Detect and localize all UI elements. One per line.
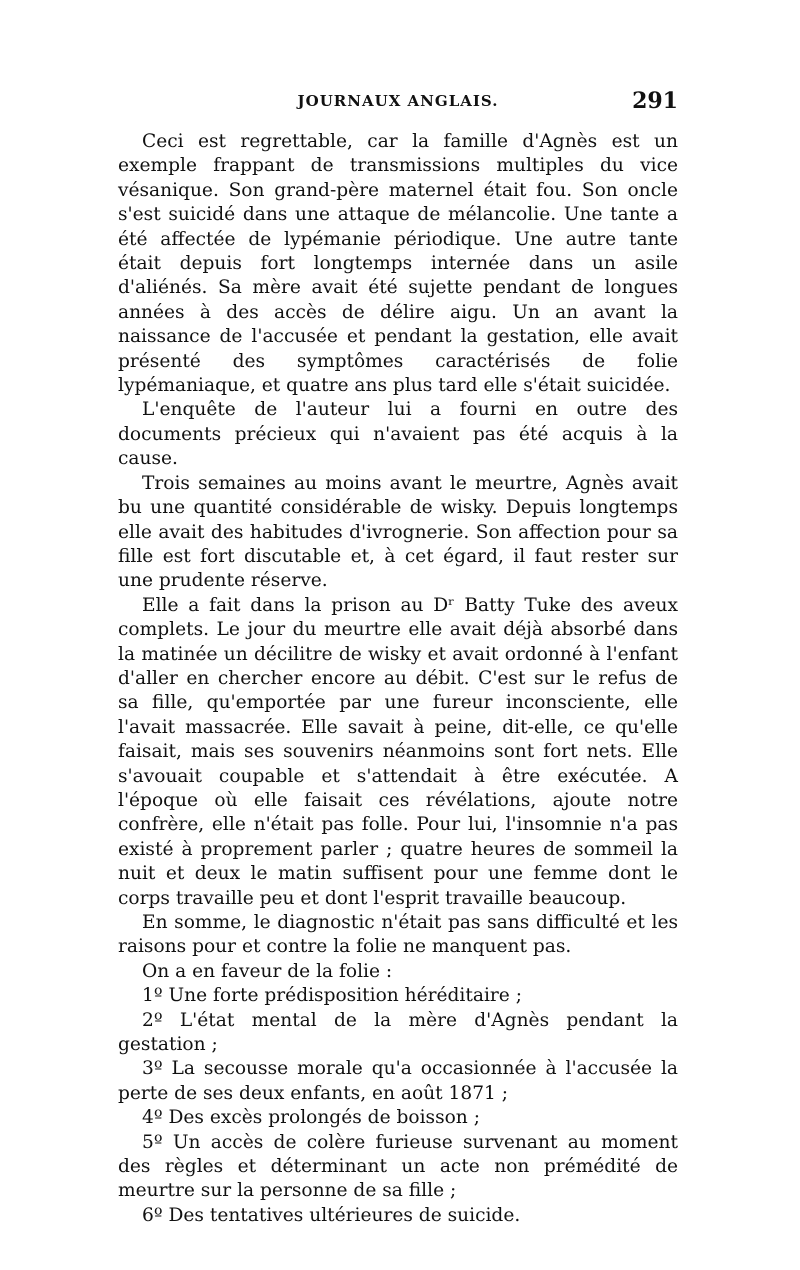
paragraph: On a en faveur de la folie : bbox=[142, 960, 393, 982]
list-item: 2º L'état mental de la mère d'Agnès pendant la gestation ; bbox=[118, 1009, 678, 1056]
body-text bbox=[118, 130, 678, 1228]
list-item: 5º Un accès de colère furieuse survenant au moment des règles et déterminant un acte non prémédité de meurtre sur la personne de sa fille ; bbox=[118, 1131, 678, 1202]
book-page bbox=[118, 88, 678, 1226]
running-title: JOURNAUX ANGLAIS. bbox=[297, 92, 499, 110]
running-head bbox=[118, 88, 678, 122]
list-item: 1º Une forte prédisposition héréditaire ; bbox=[142, 985, 522, 1007]
paragraph: Elle a fait dans la prison au Dʳ Batty Tuke des aveux complets. Le jour du meurtre elle avait déjà absorbé dans la matinée un décilitre de wisky et avait ordonné à l'enfant d'aller en chercher encore au débit. C'est sur le refus de sa fille, qu'emportée par une fureur inconsciente, elle l'avait massacrée. Elle savait à peine, dit-elle, ce qu'elle faisait, mais ses souvenirs néanmoins sont fort nets. Elle s'avouait coupable et s'attendait à être exécutée. A l'époque où elle faisait ces révélations, ajoute notre confrère, elle n'était pas folle. Pour lui, l'insomnie n'a pas existé à proprement parler ; quatre heures de sommeil la nuit et deux le matin suffisent pour une femme dont le corps travaille peu et dont l'esprit travaille beaucoup. bbox=[118, 594, 678, 909]
paragraph: Ceci est regrettable, car la famille d'Agnès est un exemple frappant de transmissions multiples du vice vésanique. Son grand-père maternel était fou. Son oncle s'est suicidé dans une attaque de mélancolie. Une tante a été affectée de lypémanie périodique. Une autre tante était depuis fort longtemps internée dans un asile d'aliénés. Sa mère avait été sujette pendant de longues années à des accès de délire aigu. Un an avant la naissance de l'accusée et pendant la gestation, elle avait présenté des symptômes caractérisés de folie lypémaniaque, et quatre ans plus tard elle s'était suicidée. bbox=[118, 131, 678, 397]
paragraph: En somme, le diagnostic n'était pas sans difficulté et les raisons pour et contre la folie ne manquent pas. bbox=[118, 912, 678, 958]
list-item: 6º Des tentatives ultérieures de suicide. bbox=[142, 1204, 521, 1226]
paragraph: L'enquête de l'auteur lui a fourni en outre des documents précieux qui n'avaient pas été acquis à la cause. bbox=[118, 399, 678, 470]
list-item: 4º Des excès prolongés de boisson ; bbox=[142, 1107, 480, 1129]
paragraph: Trois semaines au moins avant le meurtre, Agnès avait bu une quantité considérable de wisky. Depuis longtemps elle avait des habitudes d'ivrognerie. Son affection pour sa fille est fort discutable et, à cet égard, il faut rester sur une prudente réserve. bbox=[118, 472, 678, 592]
list-item: 3º La secousse morale qu'a occasionnée à l'accusée la perte de ses deux enfants, en août 1871 ; bbox=[118, 1058, 678, 1104]
page-number: 291 bbox=[632, 88, 678, 114]
